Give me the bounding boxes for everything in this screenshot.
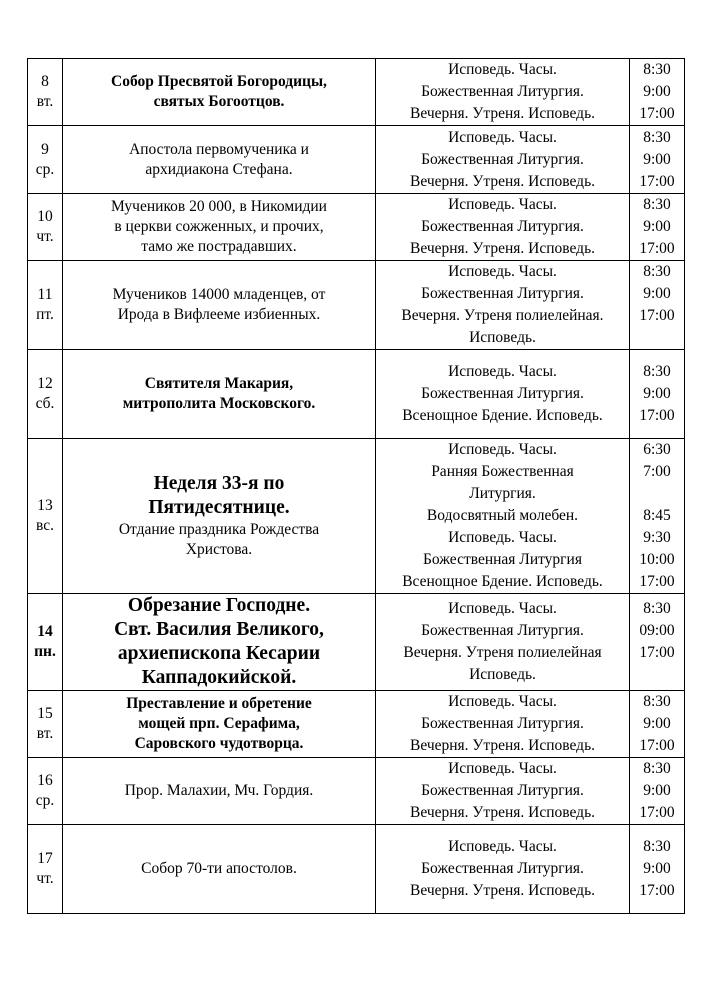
- services-cell: [376, 59, 630, 126]
- feast-line: тамо же пострадавших.: [141, 238, 297, 255]
- service-line: Исповедь. Часы.: [448, 760, 557, 777]
- service-line: Божественная Литургия: [423, 551, 582, 568]
- schedule-row: [28, 439, 685, 594]
- service-line: Вечерня. Утреня. Исповедь.: [409, 172, 596, 190]
- service-line: Божественная Литургия.: [421, 83, 584, 100]
- service-time: [630, 483, 684, 505]
- service-line: Вечерня. Утреня. Исповедь.: [409, 105, 596, 122]
- service-line: Божественная Литургия.: [421, 285, 584, 302]
- feast-line: Христова.: [185, 541, 253, 558]
- day-number: 12: [37, 375, 53, 392]
- feast-line: архидиакона Стефана.: [145, 160, 293, 178]
- feast-line: Собор 70-ти апостолов.: [141, 860, 297, 877]
- service-line: Исповедь. Часы.: [448, 600, 557, 617]
- feast-line: Мучеников 14000 младенцев, от: [112, 286, 326, 303]
- feast-cell: [63, 691, 376, 758]
- service-line: Вечерня. Утреня. Исповедь.: [409, 804, 596, 821]
- service-line: Божественная Литургия.: [421, 218, 584, 235]
- service-line: Божественная Литургия.: [421, 622, 584, 639]
- feast-cell: [63, 758, 376, 825]
- schedule-body: [28, 59, 685, 914]
- service-time: 17:00: [639, 407, 675, 424]
- feast-line: Пятидесятнице.: [148, 497, 290, 518]
- day-number: 13: [37, 497, 53, 514]
- service-time: 9:00: [643, 715, 671, 732]
- service-time: 17:00: [639, 882, 675, 899]
- service-time: 17:00: [639, 804, 675, 821]
- times-cell: [630, 261, 685, 350]
- service-time: 17:00: [639, 644, 675, 661]
- day-number: 8: [41, 73, 49, 90]
- feast-line: Собор Пресвятой Богородицы,: [111, 73, 327, 90]
- feast-line: Каппадокийской.: [141, 667, 297, 688]
- service-line: Божественная Литургия.: [421, 782, 584, 799]
- service-line: Божественная Литургия.: [421, 385, 584, 402]
- schedule-row: [28, 59, 685, 126]
- service-line: Божественная Литургия.: [421, 860, 584, 877]
- service-time: 9:30: [643, 529, 671, 546]
- service-time: 17:00: [639, 573, 675, 590]
- service-time: 8:30: [643, 196, 671, 213]
- day-cell: [28, 59, 63, 126]
- services-cell: [376, 261, 630, 350]
- times-cell: [630, 126, 685, 194]
- service-line: Исповедь. Часы.: [448, 693, 557, 710]
- service-line: Литургия.: [469, 485, 536, 502]
- day-of-week: сб.: [35, 395, 55, 412]
- day-number: 14: [37, 623, 53, 640]
- service-line: Водосвятный молебен.: [426, 507, 579, 524]
- service-time: 10:00: [639, 551, 675, 568]
- day-of-week: пт.: [36, 306, 54, 323]
- feast-line: Ирода в Вифлееме избиенных.: [117, 306, 321, 323]
- feast-line: Преставление и обретение: [126, 695, 312, 712]
- feast-line: в церкви сожженных, и прочих,: [114, 218, 324, 235]
- schedule-row: [28, 691, 685, 758]
- times-cell: [630, 825, 685, 914]
- service-line: Исповедь. Часы.: [448, 529, 557, 546]
- times-cell: [630, 691, 685, 758]
- service-time: 17:00: [639, 105, 675, 122]
- service-line: Исповедь. Часы.: [448, 838, 557, 855]
- feast-cell: [63, 594, 376, 691]
- feast-line: архиепископа Кесарии: [117, 643, 321, 664]
- service-time: 9:00: [643, 860, 671, 877]
- service-time: 8:30: [643, 693, 671, 710]
- service-line: Ранняя Божественная: [431, 463, 574, 480]
- service-line: Всенощное Бдение. Исповедь.: [402, 573, 603, 590]
- service-time: [630, 327, 684, 349]
- times-cell: [630, 439, 685, 594]
- day-of-week: вт.: [36, 93, 54, 110]
- service-line: Исповедь. Часы.: [448, 441, 557, 458]
- service-time: 8:30: [643, 61, 671, 78]
- feast-cell: [63, 261, 376, 350]
- service-time: 9:00: [643, 150, 671, 168]
- service-time: 8:45: [643, 507, 671, 524]
- times-cell: [630, 59, 685, 126]
- feast-line: Неделя 33-я по: [153, 473, 285, 494]
- service-line: Божественная Литургия.: [421, 150, 584, 168]
- schedule-row: [28, 194, 685, 261]
- service-line: Всенощное Бдение. Исповедь.: [402, 407, 603, 424]
- feast-cell: [63, 825, 376, 914]
- service-time: 8:30: [643, 600, 671, 617]
- service-line: Вечерня. Утреня. Исповедь.: [409, 737, 596, 754]
- service-line: Исповедь. Часы.: [448, 263, 557, 280]
- day-number: 9: [41, 140, 49, 158]
- feast-cell: [63, 194, 376, 261]
- service-line: Исповедь.: [469, 329, 536, 346]
- service-time: 6:30: [643, 441, 671, 458]
- service-time: 9:00: [643, 285, 671, 302]
- day-cell: [28, 126, 63, 194]
- service-line: Вечерня. Утреня. Исповедь.: [409, 882, 596, 899]
- service-time: 8:30: [643, 838, 671, 855]
- times-cell: [630, 594, 685, 691]
- feast-line: митрополита Московского.: [122, 395, 316, 412]
- day-of-week: ср.: [35, 160, 55, 178]
- feast-line: святых Богоотцов.: [153, 93, 285, 110]
- day-cell: [28, 825, 63, 914]
- feast-line: Свт. Василия Великого,: [114, 619, 324, 640]
- services-cell: [376, 439, 630, 594]
- service-time: 8:30: [643, 760, 671, 777]
- schedule-row: [28, 825, 685, 914]
- feast-line: мощей прп. Серафима,: [138, 715, 300, 732]
- day-number: 11: [37, 286, 53, 303]
- service-time: 7:00: [643, 463, 671, 480]
- service-line: Исповедь. Часы.: [448, 61, 557, 78]
- day-number: 16: [37, 772, 53, 789]
- feast-line: Обрезание Господне.: [127, 595, 311, 616]
- times-cell: [630, 758, 685, 825]
- service-line: Исповедь.: [469, 666, 536, 683]
- feast-line: Святителя Макария,: [144, 375, 294, 392]
- services-cell: [376, 594, 630, 691]
- day-of-week: вт.: [36, 725, 54, 742]
- day-number: 15: [37, 705, 53, 722]
- service-time: 17:00: [639, 307, 675, 324]
- feast-cell: [63, 126, 376, 194]
- schedule-row: [28, 350, 685, 439]
- feast-cell: [63, 439, 376, 594]
- day-cell: [28, 758, 63, 825]
- day-of-week: ср.: [35, 792, 55, 809]
- day-of-week: вс.: [36, 517, 54, 534]
- day-number: 17: [37, 850, 53, 867]
- day-cell: [28, 594, 63, 691]
- schedule-row: [28, 261, 685, 350]
- service-time: 9:00: [643, 218, 671, 235]
- service-line: Исповедь. Часы.: [448, 128, 557, 146]
- service-line: Исповедь. Часы.: [448, 363, 557, 380]
- times-cell: [630, 350, 685, 439]
- day-of-week: чт.: [36, 870, 54, 887]
- service-time: 9:00: [643, 83, 671, 100]
- services-cell: [376, 126, 630, 194]
- service-time: 09:00: [639, 622, 675, 639]
- service-line: Вечерня. Утреня. Исповедь.: [409, 240, 596, 257]
- day-cell: [28, 261, 63, 350]
- feast-cell: [63, 59, 376, 126]
- schedule-row: [28, 758, 685, 825]
- feast-line: Апостола первомученика и: [129, 140, 309, 158]
- services-cell: [376, 691, 630, 758]
- day-cell: [28, 194, 63, 261]
- service-time: 8:30: [643, 363, 671, 380]
- times-cell: [630, 194, 685, 261]
- service-time: 8:30: [643, 263, 671, 280]
- service-time: 9:00: [643, 385, 671, 402]
- service-line: Исповедь. Часы.: [448, 196, 557, 213]
- service-time: 17:00: [639, 737, 675, 754]
- schedule-row: [28, 594, 685, 691]
- service-line: Вечерня. Утреня полиелейная.: [401, 307, 604, 324]
- day-cell: [28, 439, 63, 594]
- services-cell: [376, 758, 630, 825]
- day-cell: [28, 350, 63, 439]
- service-time: 9:00: [643, 782, 671, 799]
- service-time: 17:00: [639, 240, 675, 257]
- service-time: 17:00: [639, 172, 675, 190]
- service-line: Божественная Литургия.: [421, 715, 584, 732]
- day-of-week: чт.: [36, 228, 54, 245]
- schedule-table: [27, 58, 685, 914]
- day-of-week: пн.: [34, 643, 56, 660]
- feast-line: Отдание праздника Рождества: [118, 521, 320, 538]
- feast-line: Мучеников 20 000, в Никомидии: [111, 198, 327, 215]
- services-cell: [376, 194, 630, 261]
- services-cell: [376, 825, 630, 914]
- service-time: 8:30: [643, 128, 671, 146]
- day-number: 10: [37, 208, 53, 225]
- feast-line: Прор. Малахии, Мч. Гордия.: [124, 782, 314, 799]
- service-line: Вечерня. Утреня полиелейная: [403, 644, 602, 661]
- services-cell: [376, 350, 630, 439]
- day-cell: [28, 691, 63, 758]
- feast-cell: [63, 350, 376, 439]
- feast-line: Саровского чудотворца.: [134, 735, 304, 752]
- schedule-row: [28, 126, 685, 194]
- service-time: [630, 664, 684, 686]
